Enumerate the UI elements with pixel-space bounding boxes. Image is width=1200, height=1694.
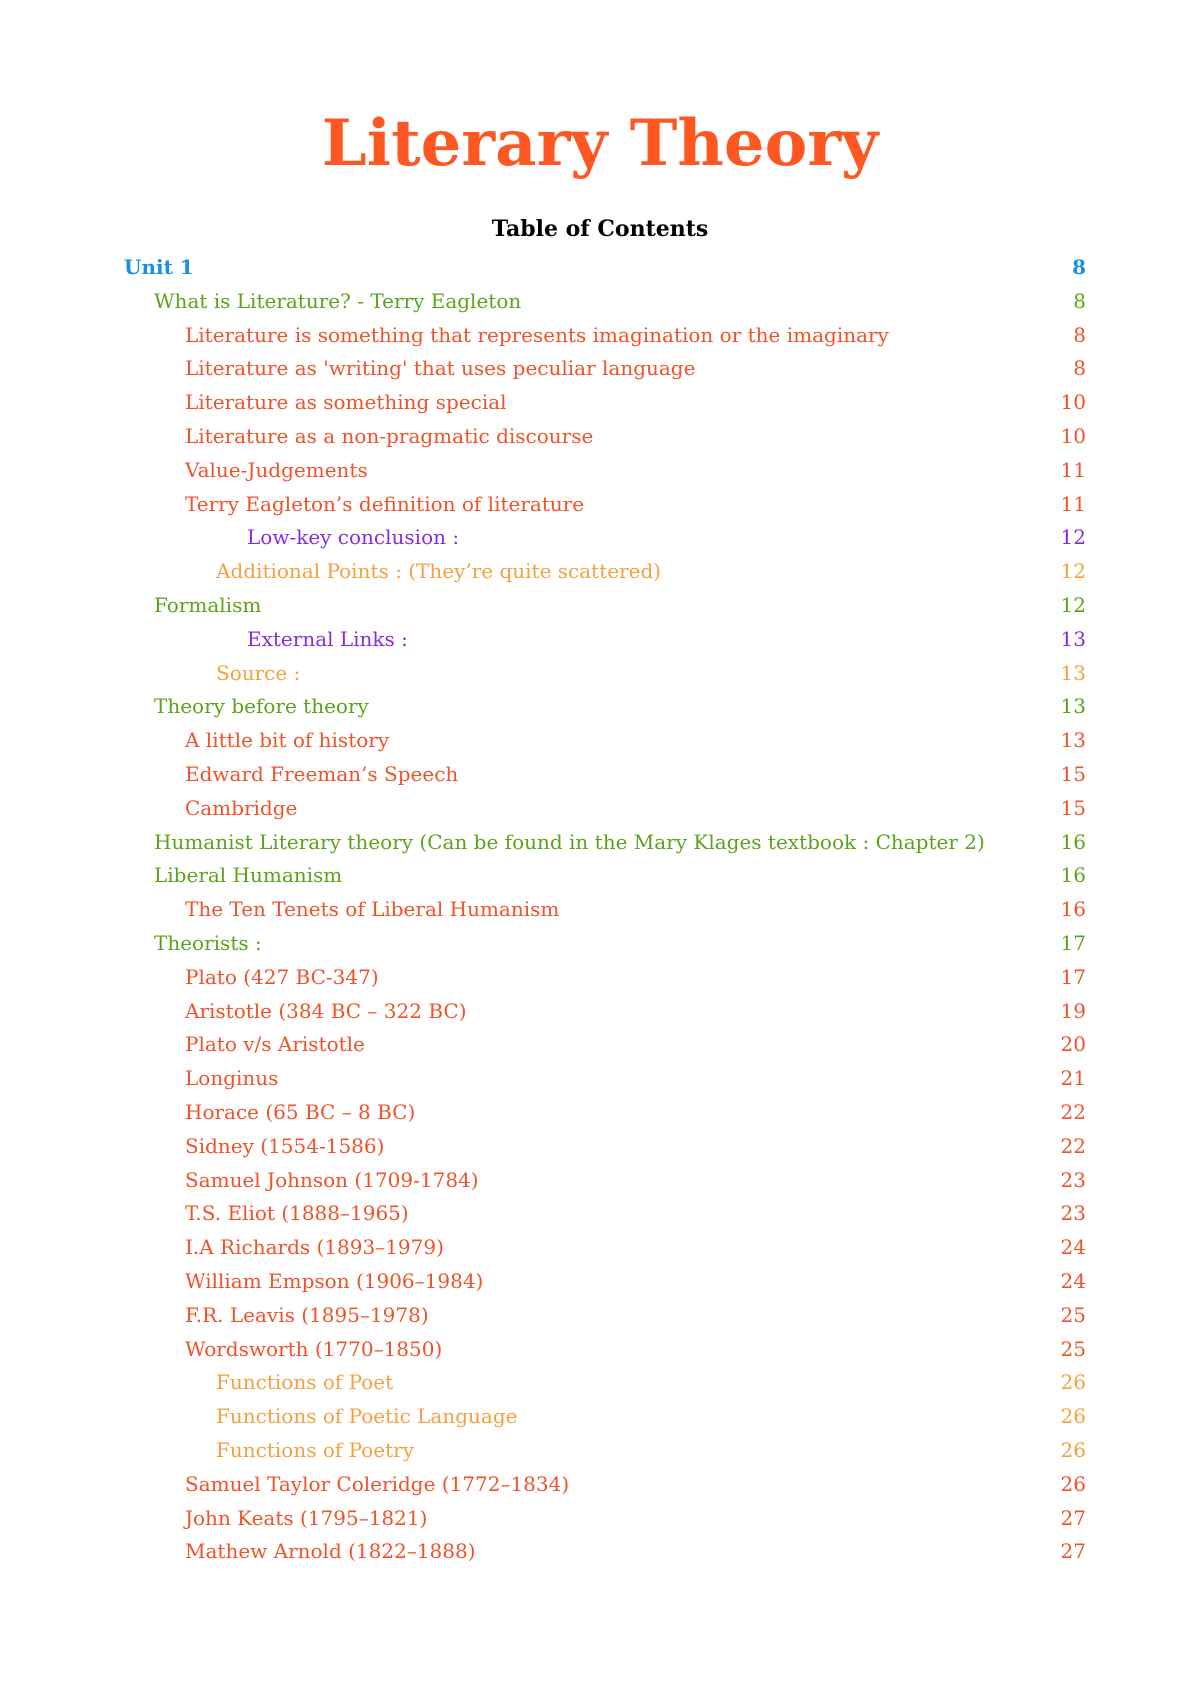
toc-entry-title[interactable]: Value-Judgements [185, 457, 368, 482]
toc-entry-page-number[interactable]: 13 [1060, 626, 1086, 651]
toc-entry-title[interactable]: Additional Points : (They’re quite scattered) [216, 559, 662, 584]
toc-entry[interactable] [0, 250, 1200, 284]
toc-entry[interactable] [0, 858, 1200, 892]
toc-entry[interactable] [0, 1365, 1200, 1399]
toc-entry-title[interactable]: Edward Freeman’s Speech [185, 762, 459, 786]
toc-entry[interactable] [0, 656, 1200, 690]
toc-entry-page-number[interactable]: 8 [1073, 322, 1086, 347]
toc-entry[interactable] [0, 1433, 1200, 1467]
toc-entry[interactable] [0, 757, 1200, 791]
toc-entry-page-number[interactable]: 26 [1060, 1404, 1086, 1429]
toc-entry-title[interactable]: Functions of Poetry [216, 1438, 415, 1462]
toc-entry-title[interactable]: Horace (65 BC – 8 BC) [185, 1100, 416, 1124]
toc-entry[interactable] [0, 1399, 1200, 1433]
toc-entry-page-number[interactable]: 26 [1060, 1471, 1086, 1496]
toc-entry[interactable] [0, 1196, 1200, 1230]
toc-entry[interactable] [0, 1230, 1200, 1264]
toc-entry-title[interactable]: T.S. Eliot (1888–1965) [185, 1201, 409, 1226]
toc-entry-title[interactable]: What is Literature? - Terry Eagleton [154, 288, 522, 313]
toc-entry-page-number[interactable]: 15 [1060, 762, 1086, 786]
document-title: Literary Theory [321, 106, 879, 181]
toc-entry[interactable] [0, 723, 1200, 757]
toc-entry[interactable] [0, 960, 1200, 994]
toc-entry-title[interactable]: Literature is something that represents imagination or the imaginary [185, 322, 889, 347]
toc-entry-page-number[interactable]: 26 [1060, 1370, 1086, 1395]
toc-entry-page-number[interactable]: 26 [1060, 1438, 1086, 1462]
toc-entry-page-number[interactable]: 19 [1060, 998, 1086, 1023]
toc-entry[interactable] [0, 1501, 1200, 1535]
toc-entry-title[interactable]: John Keats (1795–1821) [185, 1505, 428, 1530]
toc-entry-title[interactable]: I.A Richards (1893–1979) [185, 1235, 444, 1260]
toc-entry-title[interactable]: Unit 1 [124, 255, 194, 279]
toc-entry-title[interactable]: External Links : [247, 626, 408, 651]
toc-entry[interactable] [0, 318, 1200, 352]
toc-entry[interactable] [0, 791, 1200, 825]
toc-entry[interactable] [0, 487, 1200, 521]
toc-entry-page-number[interactable]: 25 [1060, 1336, 1086, 1361]
toc-entry[interactable] [0, 1061, 1200, 1095]
toc-entry-title[interactable]: Functions of Poet [216, 1370, 394, 1395]
toc-entry-page-number[interactable]: 23 [1060, 1167, 1086, 1192]
toc-entry-title[interactable]: Low-key conclusion : [247, 525, 460, 550]
toc-entry-page-number[interactable]: 24 [1060, 1269, 1086, 1293]
toc-entry-title[interactable]: Longinus [185, 1066, 279, 1091]
toc-entry-page-number[interactable]: 27 [1060, 1539, 1086, 1564]
toc-entry-title[interactable]: Literature as something special [185, 390, 507, 415]
toc-entry-page-number[interactable]: 13 [1060, 694, 1086, 719]
toc-entry[interactable] [0, 892, 1200, 926]
toc-entry-page-number[interactable]: 13 [1060, 660, 1086, 685]
toc-entry-page-number[interactable]: 16 [1060, 863, 1086, 888]
toc-entry[interactable] [0, 926, 1200, 960]
toc-entry[interactable] [0, 1027, 1200, 1061]
toc-entry[interactable] [0, 1129, 1200, 1163]
toc-entry-title[interactable]: Theorists : [154, 931, 262, 955]
toc-entry-page-number[interactable]: 16 [1060, 829, 1086, 854]
toc-entry-page-number[interactable]: 8 [1073, 356, 1086, 381]
toc-entry-page-number[interactable]: 22 [1060, 1100, 1086, 1124]
toc-entry-page-number[interactable]: 21 [1060, 1066, 1086, 1091]
toc-entry[interactable] [0, 622, 1200, 656]
toc-entry-title[interactable]: William Empson (1906–1984) [185, 1269, 484, 1293]
toc-entry[interactable] [0, 1264, 1200, 1298]
toc-entry[interactable] [0, 825, 1200, 859]
toc-entry-page-number[interactable]: 27 [1060, 1505, 1086, 1530]
toc-entry-title[interactable]: Terry Eagleton’s definition of literature [185, 491, 585, 516]
toc-entry-title[interactable]: Literature as a non-pragmatic discourse [185, 424, 594, 448]
toc-entry-page-number[interactable]: 16 [1060, 897, 1086, 922]
toc-entry-page-number[interactable]: 17 [1060, 964, 1086, 989]
toc-entry-page-number[interactable]: 22 [1060, 1133, 1086, 1158]
toc-entry[interactable] [0, 351, 1200, 385]
toc-entry[interactable] [0, 1298, 1200, 1332]
toc-entry-title[interactable]: Samuel Taylor Coleridge (1772–1834) [185, 1471, 570, 1496]
toc-entry[interactable] [0, 453, 1200, 487]
toc-entry-title[interactable]: The Ten Tenets of Liberal Humanism [185, 897, 560, 922]
toc-entry-page-number[interactable]: 8 [1072, 255, 1086, 279]
toc-entry-page-number[interactable]: 24 [1060, 1235, 1086, 1260]
toc-entry-title[interactable]: Plato v/s Aristotle [185, 1032, 365, 1057]
toc-entry-title[interactable]: Plato (427 BC-347) [185, 964, 379, 989]
toc-heading: Table of Contents [491, 216, 709, 242]
toc-entry-title[interactable]: Sidney (1554-1586) [185, 1133, 385, 1158]
toc-entry-title[interactable]: A little bit of history [185, 728, 390, 753]
toc-entry-title[interactable]: Cambridge [185, 795, 298, 820]
toc-entry-page-number[interactable]: 23 [1060, 1201, 1086, 1226]
toc-entry-title[interactable]: Source : [216, 660, 301, 685]
toc-entry-title[interactable]: Formalism [154, 593, 262, 617]
toc-entry-page-number[interactable]: 11 [1060, 491, 1086, 516]
toc-entry-page-number[interactable]: 12 [1060, 593, 1086, 617]
toc-entry[interactable] [0, 1332, 1200, 1366]
toc-entry-title[interactable]: Humanist Literary theory (Can be found in the Mary Klages textbook : Chapter 2) [154, 829, 985, 854]
toc-entry[interactable] [0, 1467, 1200, 1501]
toc-entry-page-number[interactable]: 12 [1060, 525, 1086, 550]
toc-entry-page-number[interactable]: 12 [1060, 559, 1086, 584]
toc-entry-title[interactable]: Liberal Humanism [154, 863, 343, 888]
toc-entry-page-number[interactable]: 20 [1060, 1032, 1086, 1057]
toc-entry-title[interactable]: Wordsworth (1770–1850) [185, 1336, 443, 1361]
toc-entry[interactable] [0, 520, 1200, 554]
toc-entry-title[interactable]: Samuel Johnson (1709-1784) [185, 1167, 479, 1192]
toc-entry-title[interactable]: Theory before theory [154, 694, 369, 719]
toc-entry-title[interactable]: Functions of Poetic Language [216, 1404, 518, 1429]
toc-entry-page-number[interactable]: 10 [1060, 424, 1086, 448]
toc-entry-title[interactable]: Aristotle (384 BC – 322 BC) [185, 998, 467, 1023]
toc-entry-page-number[interactable]: 17 [1060, 931, 1086, 955]
toc-entry[interactable] [0, 1534, 1200, 1568]
toc-entry-title[interactable]: Mathew Arnold (1822–1888) [185, 1539, 476, 1564]
toc-entry-title[interactable]: Literature as 'writing' that uses peculiar language [185, 356, 696, 381]
toc-entry-title[interactable]: F.R. Leavis (1895–1978) [185, 1302, 429, 1327]
toc-entry-page-number[interactable]: 11 [1060, 457, 1086, 482]
toc-entry[interactable] [0, 994, 1200, 1028]
toc-entry[interactable] [0, 689, 1200, 723]
toc-entry-page-number[interactable]: 10 [1060, 390, 1086, 415]
toc-entry[interactable] [0, 419, 1200, 453]
toc-entry[interactable] [0, 284, 1200, 318]
toc-entry-page-number[interactable]: 25 [1060, 1302, 1086, 1327]
toc-entry-page-number[interactable]: 8 [1073, 288, 1086, 313]
toc-entry[interactable] [0, 1163, 1200, 1197]
toc-entry[interactable] [0, 588, 1200, 622]
toc-entry-page-number[interactable]: 15 [1060, 795, 1086, 820]
toc-entry[interactable] [0, 554, 1200, 588]
toc-entry-page-number[interactable]: 13 [1060, 728, 1086, 753]
toc-entry[interactable] [0, 385, 1200, 419]
toc-entry[interactable] [0, 1095, 1200, 1129]
